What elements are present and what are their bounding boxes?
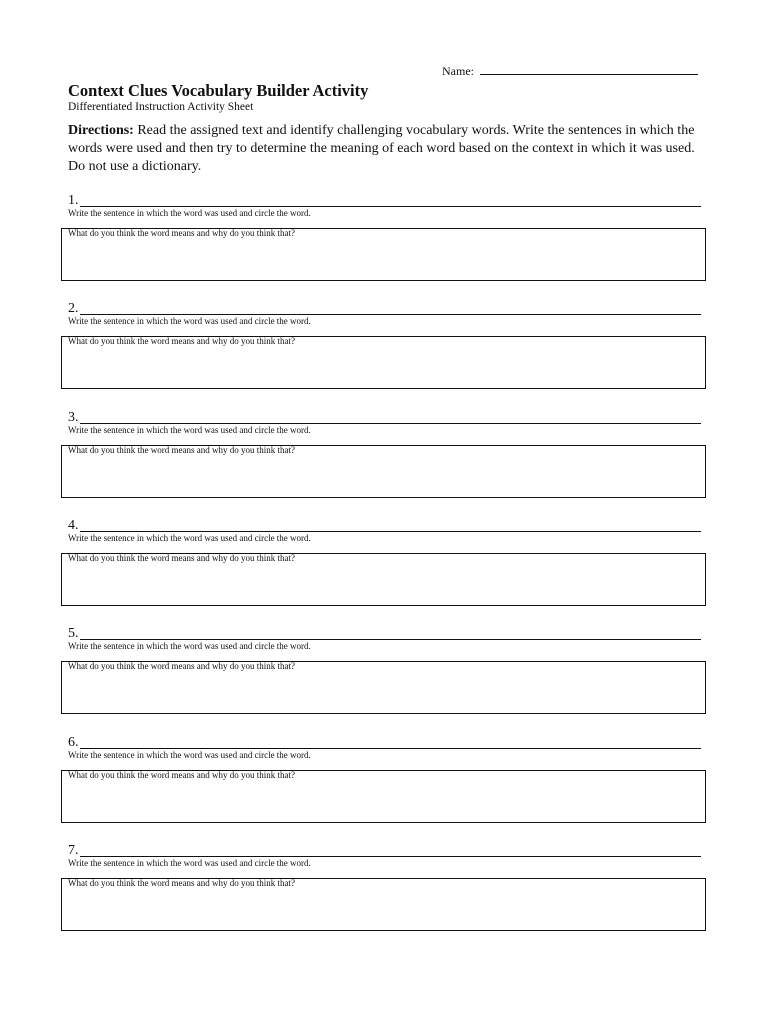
meaning-prompt: What do you think the word means and why do you think that? — [68, 661, 295, 671]
sentence-write-line[interactable] — [80, 314, 701, 315]
meaning-answer-box[interactable] — [61, 878, 706, 931]
sentence-write-line[interactable] — [80, 748, 701, 749]
item-number: 7. — [68, 843, 79, 858]
meaning-prompt: What do you think the word means and why do you think that? — [68, 553, 295, 563]
vocab-item-4 — [0, 518, 768, 618]
meaning-answer-box[interactable] — [61, 336, 706, 389]
directions-text: Read the assigned text and identify challenging vocabulary words. Write the sentences in which the words were used and then try to determine the meaning of each word based on the context in which it was used. Do not use a dictionary. — [68, 123, 695, 174]
directions-label: Directions: — [68, 123, 134, 138]
sentence-write-line[interactable] — [80, 531, 701, 532]
sentence-write-line[interactable] — [80, 856, 701, 857]
sentence-caption: Write the sentence in which the word was used and circle the word. — [68, 641, 311, 651]
item-number: 4. — [68, 518, 79, 533]
meaning-prompt: What do you think the word means and why do you think that? — [68, 336, 295, 346]
vocab-item-6 — [0, 735, 768, 835]
name-field[interactable] — [442, 64, 698, 79]
vocab-item-1 — [0, 193, 768, 293]
meaning-prompt: What do you think the word means and why do you think that? — [68, 878, 295, 888]
vocab-item-7 — [0, 843, 768, 943]
vocab-item-2 — [0, 301, 768, 401]
directions — [68, 122, 708, 176]
vocab-item-5 — [0, 626, 768, 726]
sentence-caption: Write the sentence in which the word was used and circle the word. — [68, 425, 311, 435]
vocab-item-3 — [0, 410, 768, 510]
sentence-write-line[interactable] — [80, 423, 701, 424]
meaning-answer-box[interactable] — [61, 228, 706, 281]
sentence-caption: Write the sentence in which the word was used and circle the word. — [68, 533, 311, 543]
worksheet-title: Context Clues Vocabulary Builder Activity — [68, 81, 369, 100]
item-number: 2. — [68, 301, 79, 316]
sentence-write-line[interactable] — [80, 639, 701, 640]
meaning-prompt: What do you think the word means and why do you think that? — [68, 445, 295, 455]
meaning-answer-box[interactable] — [61, 445, 706, 498]
meaning-prompt: What do you think the word means and why do you think that? — [68, 770, 295, 780]
item-number: 6. — [68, 735, 79, 750]
meaning-answer-box[interactable] — [61, 770, 706, 823]
worksheet-subtitle: Differentiated Instruction Activity Sheet — [68, 101, 254, 113]
name-blank-line[interactable] — [480, 64, 698, 75]
sentence-write-line[interactable] — [80, 206, 701, 207]
meaning-prompt: What do you think the word means and why do you think that? — [68, 228, 295, 238]
sentence-caption: Write the sentence in which the word was used and circle the word. — [68, 858, 311, 868]
sentence-caption: Write the sentence in which the word was used and circle the word. — [68, 208, 311, 218]
meaning-answer-box[interactable] — [61, 661, 706, 714]
item-number: 3. — [68, 410, 79, 425]
item-number: 1. — [68, 193, 79, 208]
sentence-caption: Write the sentence in which the word was used and circle the word. — [68, 750, 311, 760]
sentence-caption: Write the sentence in which the word was used and circle the word. — [68, 316, 311, 326]
item-number: 5. — [68, 626, 79, 641]
name-label: Name: — [442, 64, 477, 78]
meaning-answer-box[interactable] — [61, 553, 706, 606]
